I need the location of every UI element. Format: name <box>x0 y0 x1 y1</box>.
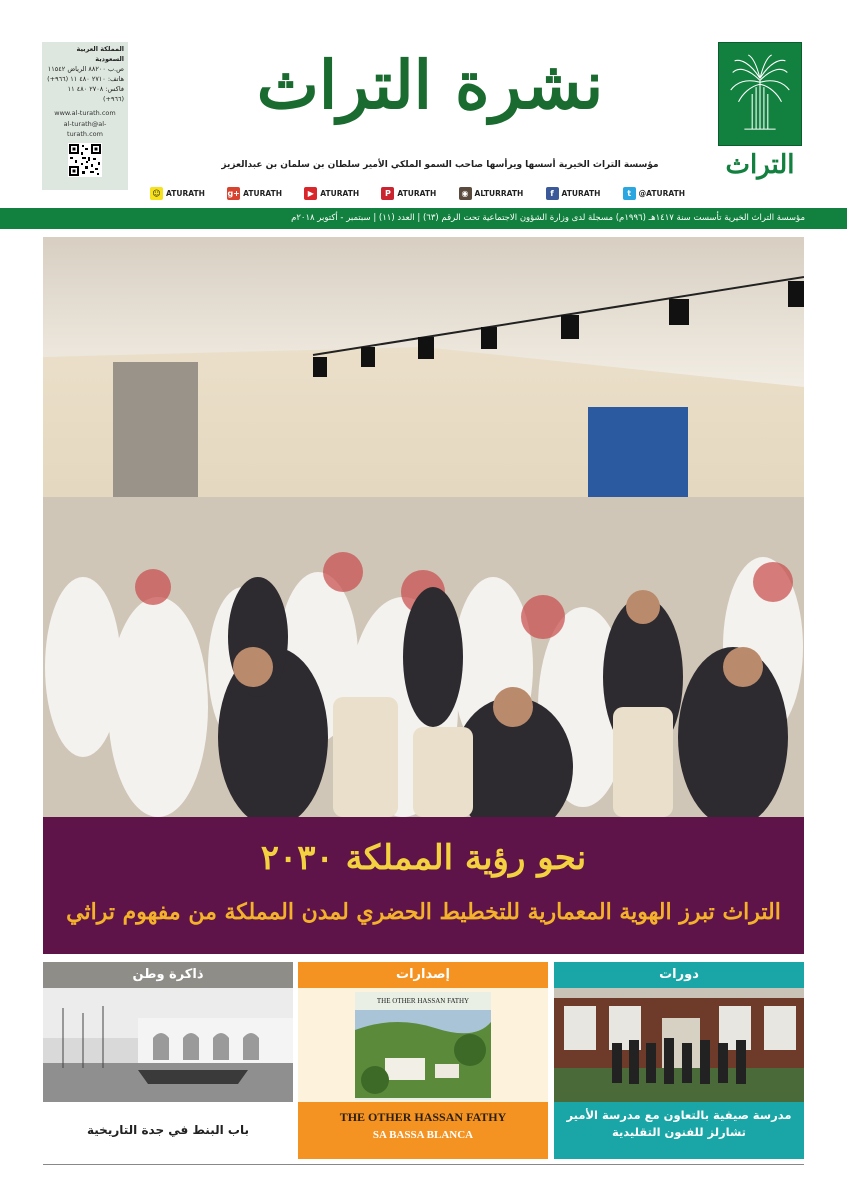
snapchat-icon: ☺ <box>150 187 163 200</box>
historic-photo <box>43 988 293 1102</box>
book-cover-title: THE OTHER HASSAN FATHY <box>376 997 470 1005</box>
conference-photo <box>43 237 804 817</box>
social-snapchat[interactable] <box>150 184 205 202</box>
instagram-icon: ◉ <box>459 187 472 200</box>
social-facebook[interactable] <box>546 184 601 202</box>
issue-info-bar: مؤسسة التراث الخيرية تأسست سنة ١٤١٧هـ (١٩٩٦م) مسجلة لدى وزارة الشؤون الاجتماعية تحت الرقم (٦٣) | العدد (١١) | سبتمبر - أكتوبر ٢٠١٨م <box>0 208 847 229</box>
memory-caption: باب البنط في جدة التاريخية <box>43 1102 293 1159</box>
twitter-icon: t <box>623 187 636 200</box>
social-handle: ATURATH <box>243 188 282 198</box>
foundation-tagline: مؤسسة التراث الخيرية أسسها ويرأسها صاحب السمو الملكي الأمير سلطان بن سلمان بن عبدالعزيز <box>221 160 659 170</box>
section-publications[interactable] <box>298 962 548 1159</box>
social-handle: ATURATH <box>166 188 205 198</box>
palm-tree-icon <box>719 43 801 145</box>
section-header: دورات <box>554 962 804 988</box>
social-handle: ALTURRATH <box>474 188 524 198</box>
contact-country: المملكة العربية السعودية <box>76 45 124 63</box>
qr-code-icon <box>68 143 102 177</box>
social-handle: ATURATH <box>561 188 601 198</box>
publications-caption <box>298 1102 548 1159</box>
social-handle: ATURATH <box>397 188 437 198</box>
courses-caption: مدرسة صيفية بالتعاون مع مدرسة الأمير تشارلز للفنون التقليدية <box>554 1102 804 1159</box>
contact-pobox: ص.ب ٨٨٢٠٠ الرياض ١١٥٤٢ <box>47 65 124 73</box>
googleplus-icon: g+ <box>227 188 240 198</box>
social-links <box>150 184 685 202</box>
facebook-icon: f <box>546 187 559 200</box>
email-link[interactable]: al-turath@al-turath.com <box>63 120 107 138</box>
courses-photo <box>554 988 804 1102</box>
publication-subtitle: SA BASSA BLANCA <box>372 1129 474 1141</box>
contact-info-box <box>42 42 128 190</box>
newsletter-title: نشرة التراث <box>256 46 604 124</box>
logo-wordmark: التراث <box>725 150 795 180</box>
headline-main: نحو رؤية المملكة ٢٠٣٠ <box>260 838 587 878</box>
section-header: إصدارات <box>298 962 548 988</box>
social-handle: @ATURATH <box>638 188 685 198</box>
youtube-icon: ▶ <box>304 187 317 200</box>
section-nation-memory[interactable] <box>43 962 293 1159</box>
social-twitter[interactable] <box>623 184 685 202</box>
contact-phone: هاتف: ٢٧١٠ ٤٨٠ ١١ (٩٦٦+) <box>47 75 124 83</box>
footer-divider <box>43 1164 804 1165</box>
website-link[interactable]: www.al-turath.com <box>54 109 116 117</box>
social-pinterest[interactable] <box>381 184 436 202</box>
logo-emblem <box>718 42 802 146</box>
social-instagram[interactable] <box>459 184 524 202</box>
section-courses[interactable] <box>554 962 804 1159</box>
pinterest-icon: P <box>381 187 394 200</box>
social-googleplus[interactable] <box>227 184 282 202</box>
social-handle: ATURATH <box>320 188 360 198</box>
cover-headline-panel <box>43 817 804 954</box>
social-youtube[interactable] <box>304 184 359 202</box>
headline-sub: التراث تبرز الهوية المعمارية للتخطيط الحضري لمدن المملكة من مفهوم تراثي <box>66 899 781 925</box>
contact-fax: فاكس: ٢٧٠٨ ٤٨٠ ١١ (٩٦٦+) <box>67 85 124 103</box>
section-header: ذاكرة وطن <box>43 962 293 988</box>
book-cover <box>298 988 548 1102</box>
publication-title: THE OTHER HASSAN FATHY <box>339 1110 507 1124</box>
